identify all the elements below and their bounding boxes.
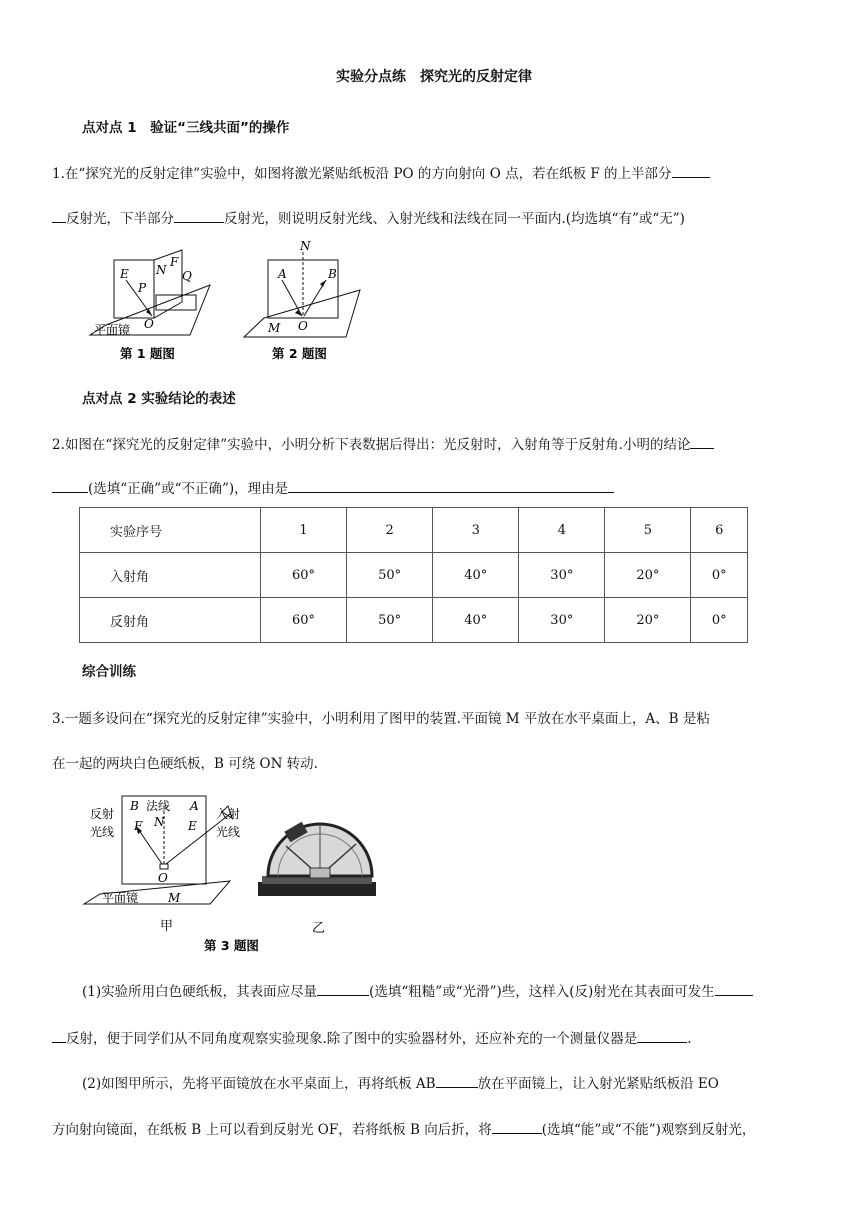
- question-2-line-2: [52, 477, 822, 497]
- label-incident-1: 入射: [216, 807, 241, 821]
- figure-2-caption: 第 2 题图: [272, 346, 327, 361]
- question-2-text-1: 2.如图在“探究光的反射定律”实验中，小明分析下表数据后得出：光反射时，入射角等于反射角.小明的结论: [52, 437, 691, 453]
- label-reflect-1: 反射: [90, 807, 115, 821]
- label-yi: 乙: [312, 921, 326, 936]
- label-n: N: [156, 263, 167, 277]
- label-incident-2: 光线: [216, 825, 241, 839]
- table-cell: 60°: [261, 553, 347, 598]
- question-1-text-3: 反射光，则说明反射光线、入射光线和法线在同一平面内.(均选填“有”或“无”): [224, 211, 685, 227]
- figure-1-caption: 第 1 题图: [120, 346, 175, 361]
- plate-q: [156, 295, 196, 310]
- label-f: F: [170, 255, 179, 269]
- answer-blank[interactable]: [52, 479, 88, 493]
- question-3-text-2: 在一起的两块白色硬纸板，B 可绕 ON 转动.: [52, 756, 318, 772]
- question-1-line-1: [52, 162, 822, 182]
- answer-blank[interactable]: [690, 435, 714, 449]
- part-2-text-b: 放在平面镜上，让入射光紧贴纸板沿 EO: [477, 1076, 719, 1092]
- table-cell: 40°: [433, 598, 519, 643]
- label-b: B: [328, 267, 337, 281]
- answer-blank[interactable]: [637, 1029, 687, 1043]
- label-f: F: [134, 819, 143, 833]
- table-row: [80, 553, 748, 598]
- table-cell: 2: [347, 508, 433, 553]
- table-cell: 0°: [691, 553, 748, 598]
- label-o: O: [158, 871, 168, 885]
- table-cell: 0°: [691, 598, 748, 643]
- label-m: M: [268, 321, 281, 335]
- answer-blank[interactable]: [174, 209, 224, 223]
- section-heading-1: 点对点 1 验证“三线共面”的操作: [82, 120, 290, 136]
- label-q: Q: [182, 269, 192, 283]
- label-m: M: [168, 891, 181, 905]
- table-row: [80, 598, 748, 643]
- answer-blank[interactable]: [672, 164, 710, 178]
- table-cell: 50°: [347, 553, 433, 598]
- part-2-line-1: [82, 1072, 852, 1092]
- table-cell: 30°: [519, 598, 605, 643]
- table-cell: 1: [261, 508, 347, 553]
- table-cell: 60°: [261, 598, 347, 643]
- page-title: 实验分点练 探究光的反射定律: [336, 69, 532, 85]
- incident-ray: [282, 280, 302, 316]
- answer-blank[interactable]: [317, 982, 369, 996]
- label-reflect-2: 光线: [90, 825, 115, 839]
- figure-1: [86, 240, 226, 365]
- part-1-text-c: 反射，便于同学们从不同角度观察实验现象.除了图中的实验器材外，还应补充的一个测量仪器是: [66, 1031, 638, 1047]
- label-n: N: [300, 240, 311, 253]
- part-1-line-1: [82, 980, 852, 1000]
- arrow-head-icon: [146, 309, 152, 316]
- label-o: O: [298, 319, 308, 333]
- answer-blank[interactable]: [52, 209, 66, 223]
- label-a: A: [278, 267, 287, 281]
- question-3-line-2: [52, 752, 822, 772]
- label-b: B: [130, 799, 139, 813]
- arrow-head-icon: [295, 310, 302, 316]
- part-1-text-d: .: [687, 1031, 692, 1047]
- table-cell: 反射角: [80, 598, 261, 643]
- question-1-text-1: 1.在“探究光的反射定律”实验中，如图将激光紧贴纸板沿 PO 的方向射向 O 点，若在纸板 F 的上半部分: [52, 166, 672, 182]
- question-2-text-2: (选填“正确”或“不正确”)，理由是: [88, 481, 289, 497]
- label-normal: 法线: [146, 799, 171, 813]
- arrow-head-icon: [320, 280, 326, 287]
- figure-3-caption: 第 3 题图: [204, 938, 259, 953]
- label-n: N: [154, 815, 165, 829]
- table-row: [80, 508, 748, 553]
- label-p: P: [138, 281, 147, 295]
- question-2-line-1: [52, 433, 822, 453]
- table-cell: 40°: [433, 553, 519, 598]
- label-mirror: 平面镜: [102, 891, 139, 905]
- label-mirror: 平面镜: [94, 323, 131, 337]
- label-a: A: [190, 799, 199, 813]
- table-cell: 6: [691, 508, 748, 553]
- table-cell: 3: [433, 508, 519, 553]
- part-1-text-a: (1)实验所用白色硬纸板，其表面应尽量: [82, 984, 318, 1000]
- part-1-text-b: (选填“粗糙”或“光滑”)些，这样入(反)射光在其表面可发生: [369, 984, 715, 1000]
- label-o: O: [144, 317, 154, 331]
- table-cell: 实验序号: [80, 508, 261, 553]
- part-2-text-d: (选填“能”或“不能”)观察到反射光，: [541, 1122, 756, 1138]
- part-2-text-c: 方向射向镜面，在纸板 B 上可以看到反射光 OF，若将纸板 B 向后折，将: [52, 1122, 492, 1138]
- data-table: [79, 507, 748, 643]
- incident-ray: [166, 814, 230, 864]
- label-jia: 甲: [160, 919, 174, 934]
- point-o-mark: [160, 864, 168, 869]
- answer-blank[interactable]: [436, 1074, 478, 1088]
- table-cell: 20°: [605, 553, 691, 598]
- answer-blank[interactable]: [52, 1029, 66, 1043]
- part-2-text-a: (2)如图甲所示，先将平面镜放在水平桌面上，再将纸板 AB: [82, 1076, 436, 1092]
- table-cell: 20°: [605, 598, 691, 643]
- table-cell: 入射角: [80, 553, 261, 598]
- table-cell: 4: [519, 508, 605, 553]
- label-e: E: [120, 267, 129, 281]
- part-1-line-2: [52, 1027, 822, 1047]
- part-2-line-2: [52, 1118, 822, 1138]
- question-3-text-1: 3.一题多设问在“探究光的反射定律”实验中，小明利用了图甲的装置.平面镜 M 平放在水平桌面上，A、B 是粘: [52, 711, 710, 727]
- question-1-text-2: 反射光，下半部分: [66, 211, 174, 227]
- section-heading-3: 综合训练: [82, 664, 136, 680]
- figure-2: [240, 240, 370, 365]
- question-1-line-2: [52, 207, 822, 227]
- answer-blank[interactable]: [492, 1120, 542, 1134]
- table-cell: 50°: [347, 598, 433, 643]
- protractor-apparatus-photo: [258, 822, 376, 896]
- answer-blank[interactable]: [288, 479, 614, 493]
- table-cell: 30°: [519, 553, 605, 598]
- answer-blank[interactable]: [715, 982, 753, 996]
- section-heading-2: 点对点 2 实验结论的表述: [82, 391, 236, 407]
- label-e: E: [188, 819, 197, 833]
- question-3-line-1: [52, 707, 822, 727]
- table-cell: 5: [605, 508, 691, 553]
- figure-3: [80, 786, 400, 956]
